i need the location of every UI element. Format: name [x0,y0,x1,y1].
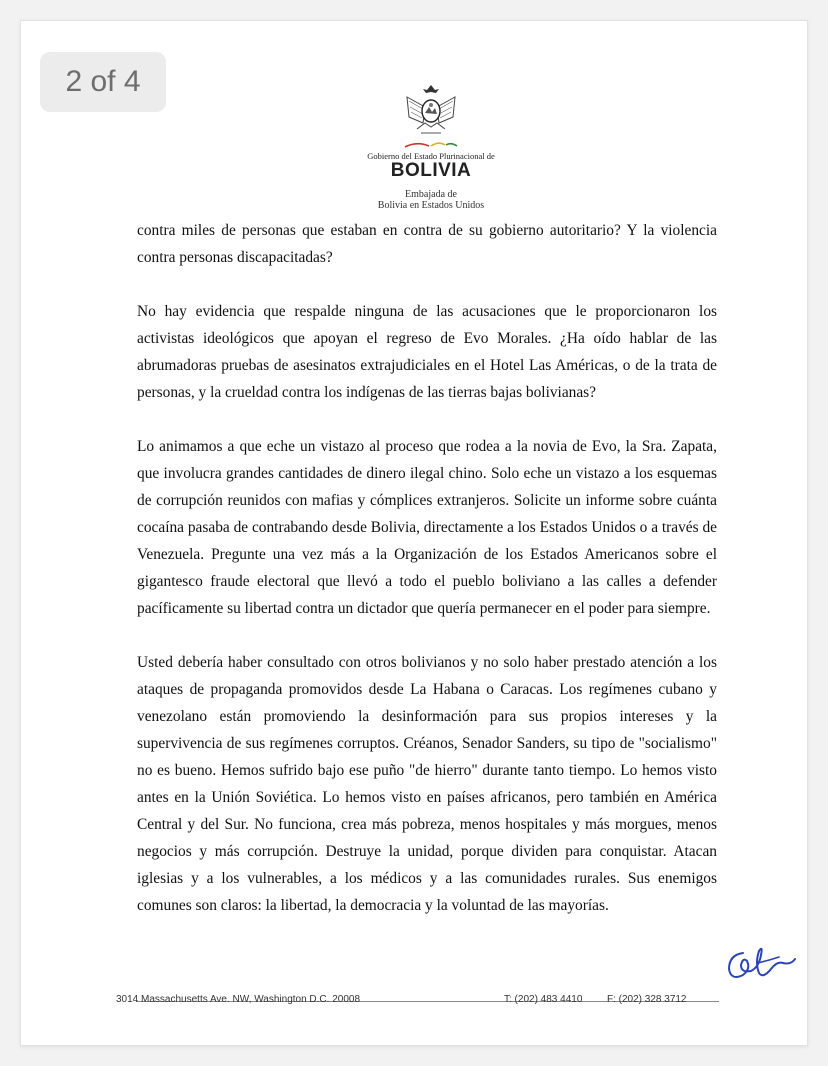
letter-body [137,217,717,946]
paragraph-4: Usted debería haber consultado con otros bolivianos y no solo haber prestado atención a los ataques de propaganda promovidos desde La Habana o Caracas. Los regímenes cubano y venezolano están promoviendo la desinformación para sus propios intereses y la supervivencia de sus regímenes corruptos. Créanos, Senador Sanders, su tipo de "socialismo" no es bueno. Hemos sufrido bajo ese puño "de hierro" durante tanto tiempo. Lo hemos visto antes en la Unión Soviética. Lo hemos visto en países africanos, pero también en América Central y del Sur. No funciona, crea más pobreza, menos hospitales y más morgues, menos negocios y más corrupción. Destruye la unidad, porque dividen para conquistar. Atacan iglesias y a los vulnerables, a los médicos y a las comunidades rurales. Sus enemigos comunes son claros: la libertad, la democracia y la voluntad de las mayorías. [137,654,717,914]
paragraph-2: No hay evidencia que respalde ninguna de las acusaciones que le proporcionaron los activistas ideológicos que apoyan el regreso de Evo Morales. ¿Ha oído hablar de las abrumadoras pruebas de asesinatos extrajudiciales en el Hotel Las Américas, o de la trata de personas, y la crueldad contra los indígenas de las tierras bajas bolivianas? [137,303,717,401]
footer-address: 3014 Massachusetts Ave. NW, Washington D.C. 20008 [116,994,361,1005]
coat-of-arms-icon [401,83,461,139]
paragraph-3: Lo animamos a que eche un vistazo al proceso que rodea a la novia de Evo, la Sra. Zapata, que involucra grandes cantidades de dinero ilegal chino. Solo eche un vistazo a los esquemas de corrupción reunidos con mafias y cómplices extranjeros. Solicite un informe sobre cuánta cocaína pasaba de contrabando desde Bolivia, directamente a los Estados Unidos o a través de Venezuela. Pregunte una vez más a la Organización de los Estados Americanos sobre el gigantesco fraude electoral que llevó a todo el pueblo boliviano a las calles a defender pacíficamente su libertad contra un dictador que quería permanecer en el poder para siempre. [137,438,717,617]
government-line: Gobierno del Estado Plurinacional de [367,151,495,161]
embassy-line-2: Bolivia en Estados Unidos [377,200,485,211]
footer-phone: T: (202) 483 4410 [504,994,583,1005]
embassy-line-1: Embajada de [405,189,457,200]
paragraph-1: contra miles de personas que estaban en contra de su gobierno autoritario? Y la violencia contra personas discapacitadas? [137,222,717,266]
document-page [20,20,808,1046]
flag-stripe-icon [401,141,461,149]
page-indicator-badge: 2 of 4 [40,52,166,112]
country-name: BOLIVIA [390,160,472,181]
letterhead [339,83,523,211]
initials-signature-icon [721,933,801,989]
footer-fax: F: (202) 328 3712 [607,994,687,1005]
